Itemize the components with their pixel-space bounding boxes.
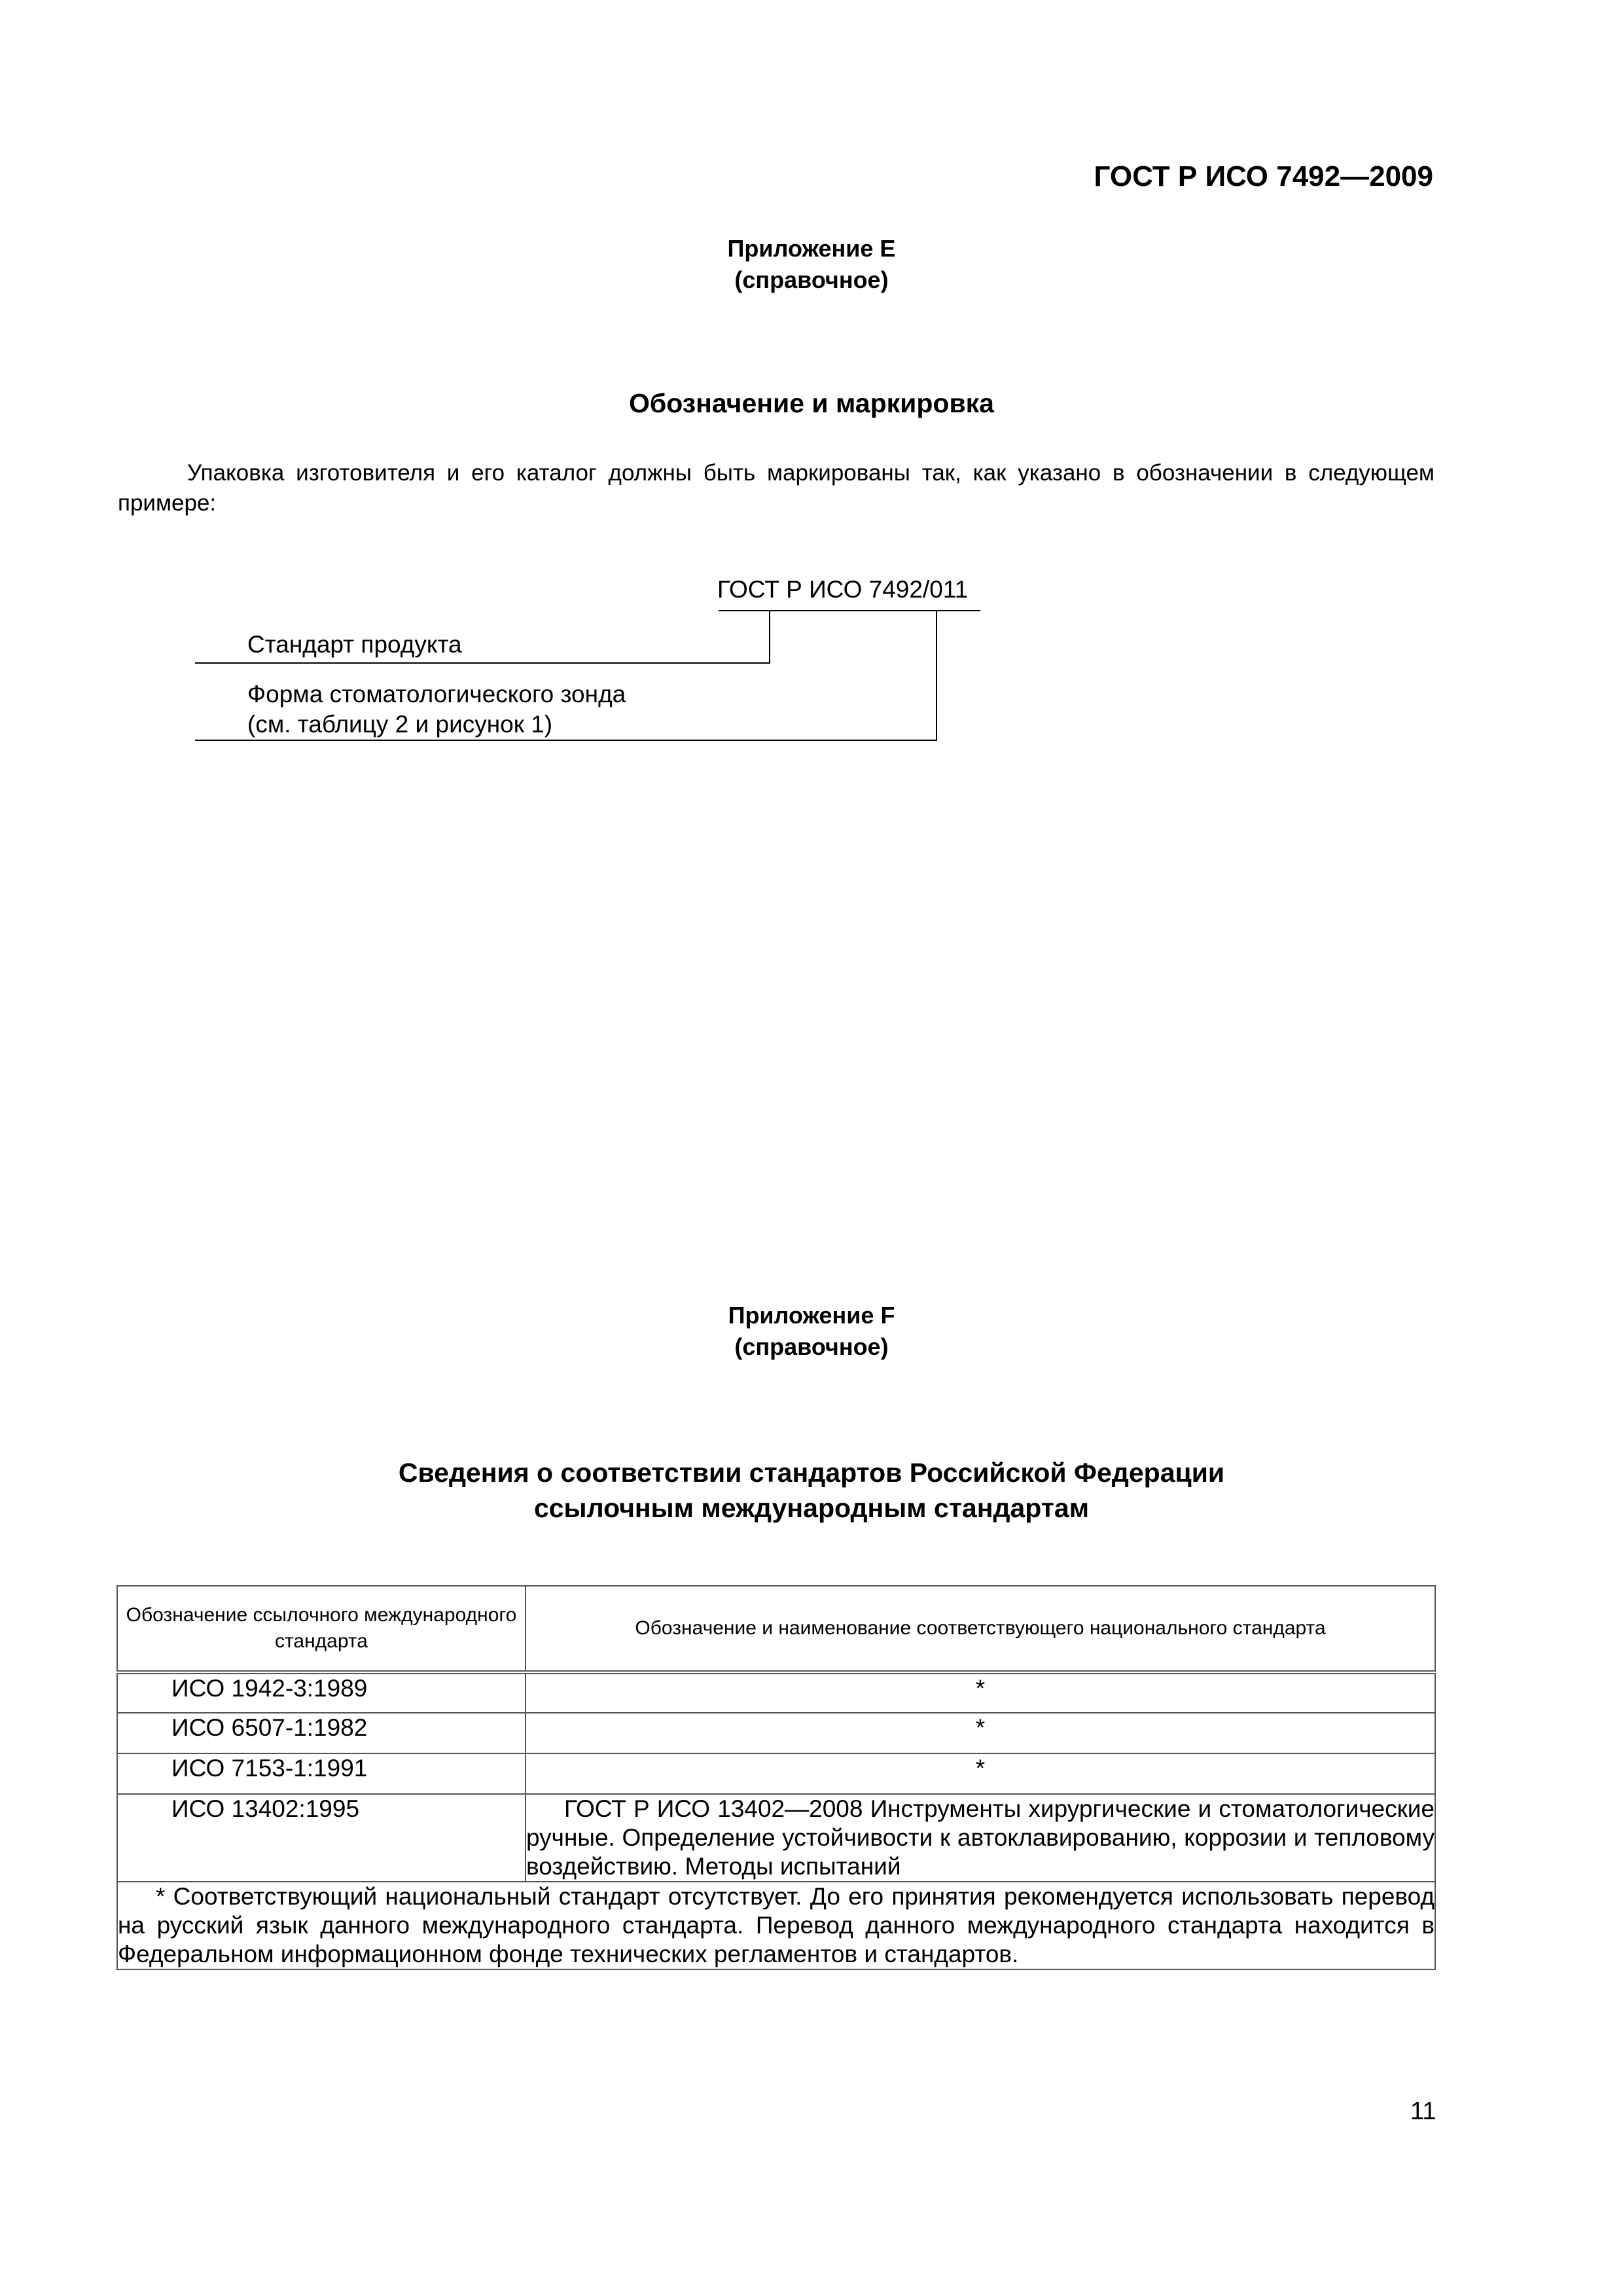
designation-code: ГОСТ Р ИСО 7492/011 bbox=[717, 576, 969, 603]
table-row bbox=[117, 1753, 1435, 1794]
appendix-f-status: (справочное) bbox=[734, 1333, 889, 1360]
document-code: ГОСТ Р ИСО 7492—2009 bbox=[1094, 160, 1433, 192]
page-number: 11 bbox=[1410, 2098, 1436, 2125]
appendix-e-title: Приложение E bbox=[727, 235, 896, 262]
leader-line-product bbox=[195, 662, 770, 664]
table-row bbox=[117, 1713, 1435, 1753]
reference-standard-cell: ИСО 6507-1:1982 bbox=[117, 1713, 526, 1753]
leader-vertical-shape bbox=[936, 610, 937, 741]
designation-underline bbox=[719, 610, 980, 611]
table-footnote: * Соответствующий национальный стандарт отсутствует. До его принятия рекомендуется использовать перевод на русский язык данного международного стандарта. Перевод данного международного стандарта находится в Федеральном информационном фонде технических регламентов и стандартов. bbox=[117, 1882, 1435, 1969]
appendix-e-heading: Обозначение и маркировка bbox=[629, 388, 994, 418]
reference-standard-cell: ИСО 7153-1:1991 bbox=[117, 1753, 526, 1794]
national-standard-cell: * bbox=[526, 1672, 1435, 1713]
correspondence-table bbox=[116, 1585, 1436, 1970]
appendix-e-status: (справочное) bbox=[734, 266, 889, 293]
appendix-f-heading-line1: Сведения о соответствии стандартов Российской Федерации bbox=[398, 1458, 1225, 1488]
column-header-reference: Обозначение ссылочного международного стандарта bbox=[117, 1586, 526, 1672]
reference-standard-cell: ИСО 13402:1995 bbox=[117, 1794, 526, 1882]
label-product-standard: Стандарт продукта bbox=[247, 631, 462, 658]
appendix-f-title: Приложение F bbox=[728, 1302, 895, 1329]
label-probe-shape-line1: Форма стоматологического зонда bbox=[247, 681, 626, 708]
national-standard-cell: * bbox=[526, 1753, 1435, 1794]
table-row bbox=[117, 1794, 1435, 1882]
label-probe-shape-line2: (см. таблицу 2 и рисунок 1) bbox=[247, 711, 553, 738]
national-standard-cell: ГОСТ Р ИСО 13402—2008 Инструменты хирургические и стоматологические ручные. Определение устойчивости к автоклавированию, коррозии и тепловому воздействию. Методы испытаний bbox=[526, 1794, 1435, 1882]
leader-line-shape bbox=[195, 740, 937, 741]
column-header-national: Обозначение и наименование соответствующего национального стандарта bbox=[526, 1586, 1435, 1672]
table-row bbox=[117, 1672, 1435, 1713]
national-standard-cell: * bbox=[526, 1713, 1435, 1753]
appendix-f-heading-line2: ссылочным международным стандартам bbox=[533, 1493, 1090, 1523]
table-footnote-row bbox=[117, 1882, 1435, 1969]
reference-standard-cell: ИСО 1942-3:1989 bbox=[117, 1672, 526, 1713]
table-header-row bbox=[117, 1586, 1435, 1672]
leader-vertical-product bbox=[769, 610, 770, 662]
appendix-e-paragraph: Упаковка изготовителя и его каталог должны быть маркированы так, как указано в обозначении в следующем примере: bbox=[118, 460, 1435, 516]
